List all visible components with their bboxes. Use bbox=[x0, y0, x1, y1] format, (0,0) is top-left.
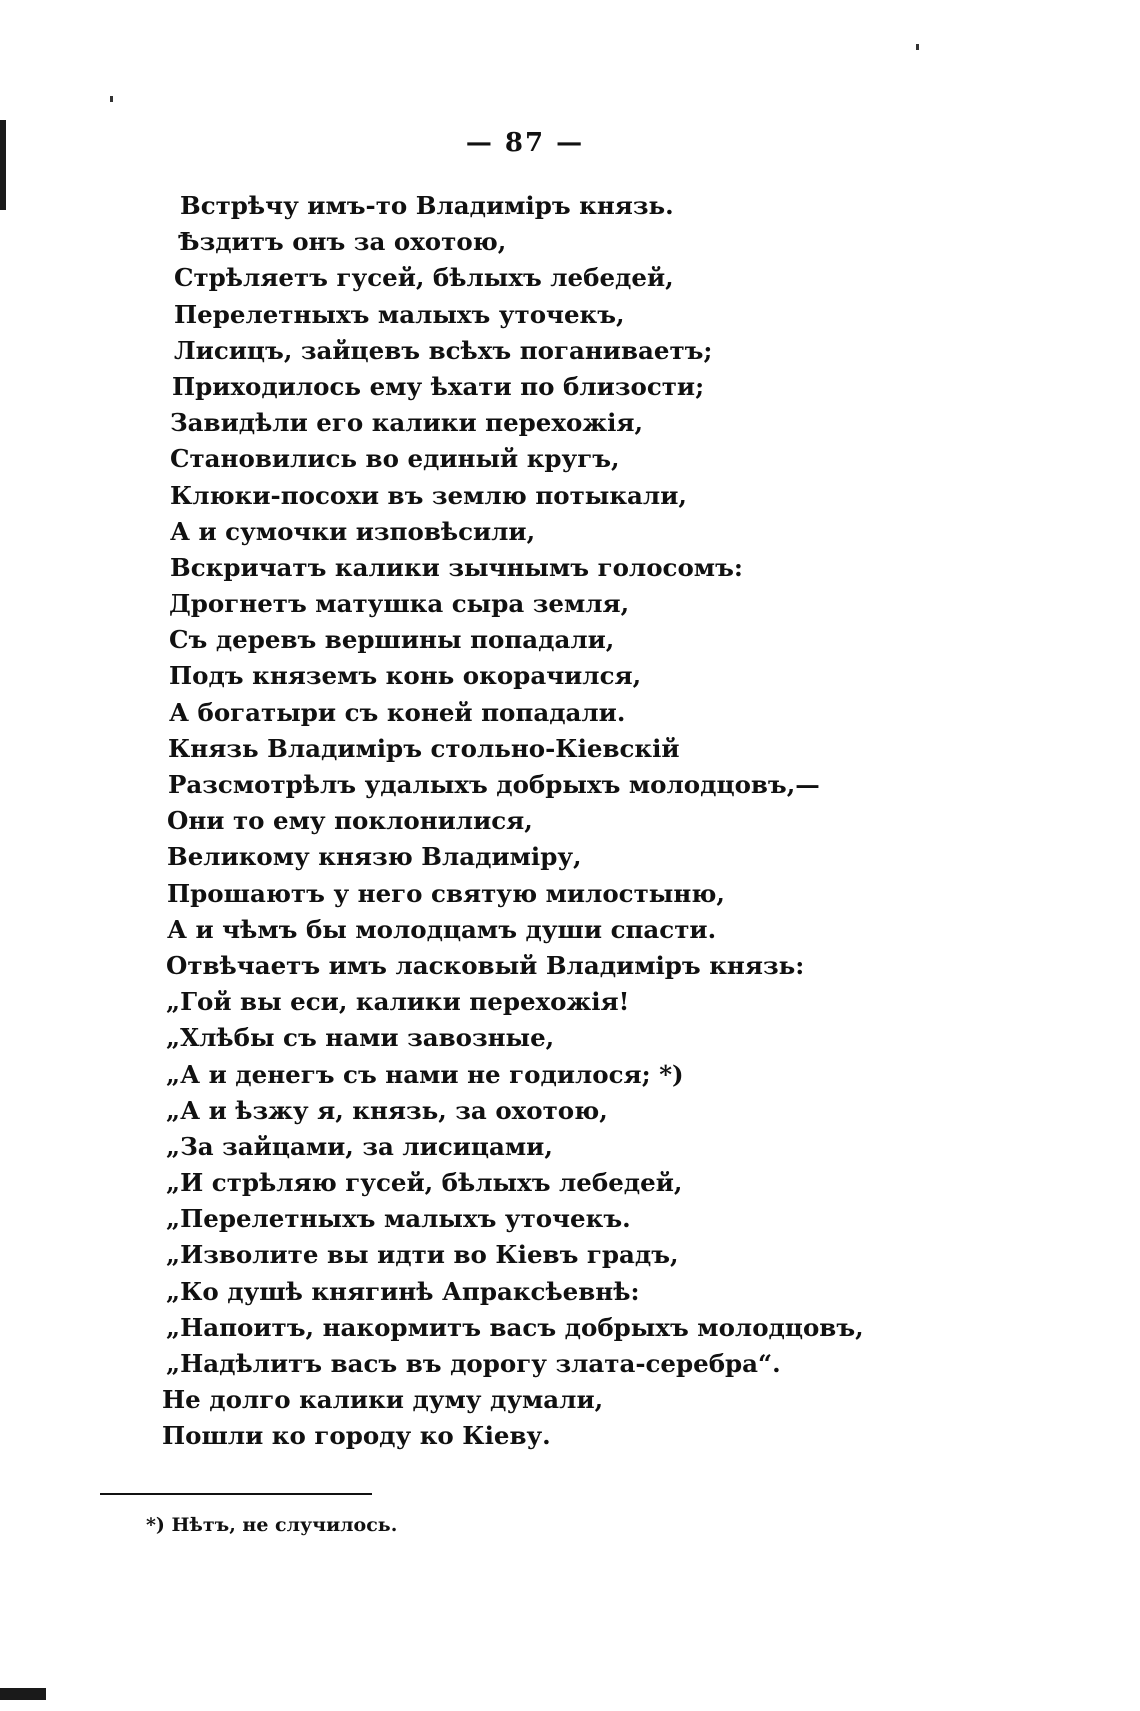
verse-line: Ѣздитъ онъ за охотою, bbox=[178, 227, 507, 257]
verse-line: А и чѣмъ бы молодцамъ души спасти. bbox=[167, 914, 717, 944]
verse-line: „Хлѣбы съ нами завозные, bbox=[166, 1023, 555, 1053]
verse-line: „Ко душѣ княгинѣ Апраксѣевнѣ: bbox=[166, 1276, 640, 1306]
verse-line: Они то ему поклонилися, bbox=[167, 806, 533, 836]
verse-line: „И стрѣляю гусей, бѣлыхъ лебедей, bbox=[166, 1168, 683, 1198]
verse-line: „Напоитъ, накормитъ васъ добрыхъ молодцовъ, bbox=[166, 1312, 864, 1342]
verse-line: Завидѣли его калики перехожія, bbox=[170, 408, 644, 438]
verse-line: „А и ѣзжу я, князь, за охотою, bbox=[166, 1095, 608, 1125]
verse-line: Дрогнетъ матушка сыра земля, bbox=[169, 589, 630, 619]
verse-line: Не долго калики думу думали, bbox=[162, 1385, 604, 1415]
verse-line: Приходилось ему ѣхати по близости; bbox=[172, 371, 705, 401]
verse-line: Великому князю Владиміру, bbox=[167, 842, 582, 872]
verse-line: Прошаютъ у него святую милостыню, bbox=[167, 878, 725, 908]
verse-line: „Перелетныхъ малыхъ уточекъ. bbox=[166, 1204, 631, 1234]
scan-edge-artifact bbox=[0, 120, 6, 210]
scan-speck bbox=[110, 96, 113, 102]
verse-line: Съ деревъ вершины попадали, bbox=[169, 625, 615, 655]
verse-line: Князь Владиміръ стольно-Кіевскій bbox=[168, 733, 680, 763]
verse-text bbox=[162, 188, 864, 1455]
verse-line: Отвѣчаетъ имъ ласковый Владиміръ князь: bbox=[166, 950, 805, 980]
verse-line: Подъ княземъ конь окорачился, bbox=[169, 661, 642, 691]
verse-line: Разсмотрѣлъ удалыхъ добрыхъ молодцовъ,— bbox=[168, 770, 820, 799]
verse-line: Пошли ко городу ко Кіеву. bbox=[162, 1421, 551, 1451]
verse-line: „Гой вы еси, калики перехожія! bbox=[166, 987, 630, 1017]
verse-line: „Надѣлитъ васъ въ дорогу злата-серебра“. bbox=[166, 1349, 781, 1378]
verse-line: Стрѣляетъ гусей, бѣлыхъ лебедей, bbox=[174, 263, 674, 293]
scan-edge-artifact bbox=[0, 1688, 46, 1700]
footnote: *) Нѣтъ, не случилось. bbox=[146, 1514, 398, 1536]
verse-line: А богатыри съ коней попадали. bbox=[169, 697, 626, 727]
verse-line: Клюки-посохи въ землю потыкали, bbox=[170, 480, 687, 510]
verse-line: Встрѣчу имъ-то Владиміръ князь. bbox=[180, 191, 674, 220]
verse-line: „А и денегъ съ нами не годилося; *) bbox=[166, 1059, 684, 1089]
verse-line: „Изволите вы идти во Кіевъ градъ, bbox=[166, 1240, 679, 1270]
footnote-divider bbox=[100, 1493, 372, 1495]
verse-line: Становились во единый кругъ, bbox=[170, 444, 620, 474]
verse-line: Лисицъ, зайцевъ всѣхъ поганиваетъ; bbox=[174, 335, 713, 365]
verse-line: Вскричатъ калики зычнымъ голосомъ: bbox=[170, 552, 743, 582]
verse-line: Перелетныхъ малыхъ уточекъ, bbox=[174, 299, 625, 329]
scan-speck bbox=[916, 44, 919, 50]
verse-line: „За зайцами, за лисицами, bbox=[166, 1131, 553, 1161]
page-number: — 87 — bbox=[465, 128, 585, 158]
verse-line: А и сумочки изповѣсили, bbox=[170, 516, 536, 546]
